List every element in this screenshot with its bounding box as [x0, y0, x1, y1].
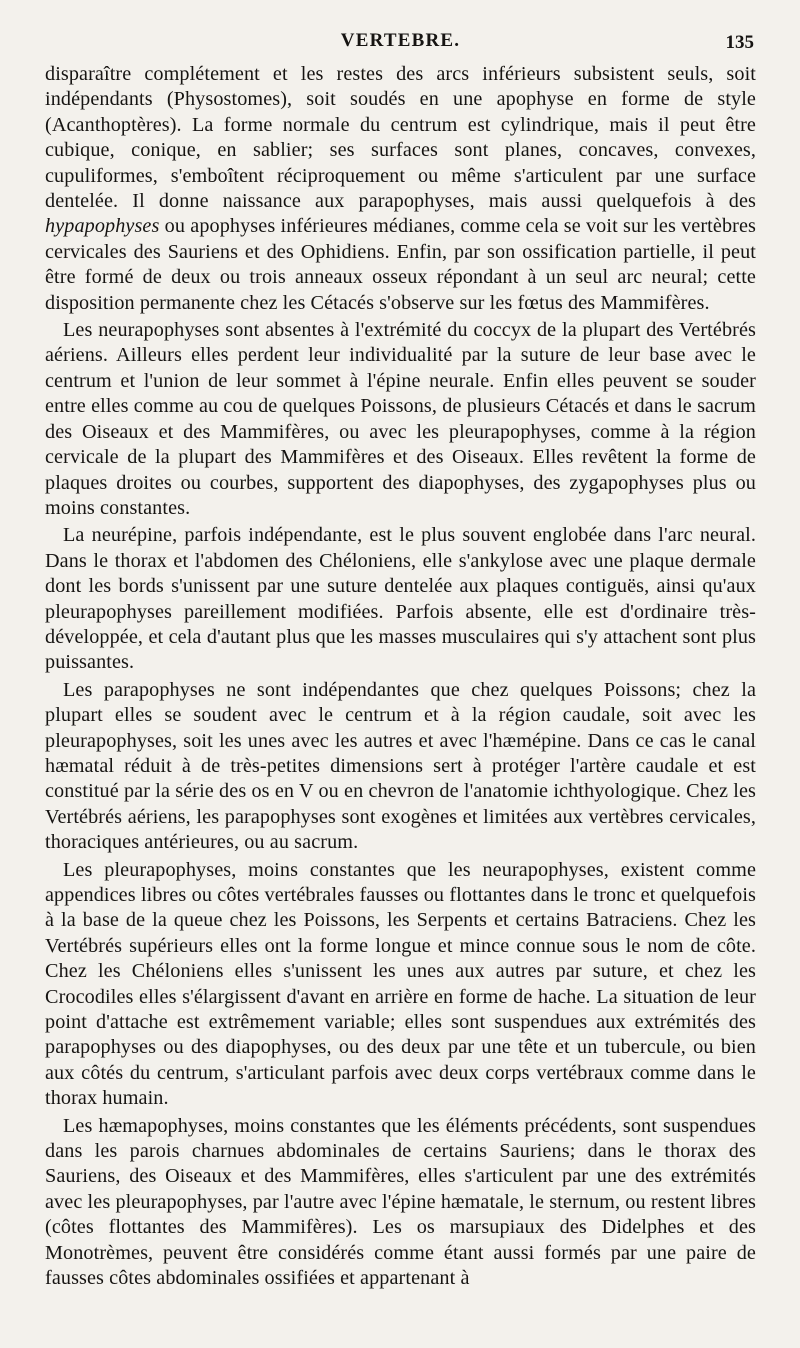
paragraph-1: [45, 62, 756, 316]
paragraph-pleurapophyses: Les pleurapophyses, moins constantes que les neurapophyses, existent comme appendices libres ou côtes vertébrales fausses ou flottantes dans le tronc et quelquefois à la base de la queue chez les Poissons, les Serpents et certains Batraciens. Chez les Vertébrés supérieurs elles ont la forme longue et mince connue sous le nom de côte. Chez les Chéloniens elles s'unissent les unes aux autres par suture, et chez les Crocodiles elles s'élargissent d'avant en arrière en forme de hache. La situation de leur point d'attache est extrêmement variable; elles sont suspendues aux extrémités des parapophyses ou des diapophyses, ou des deux par une tête et un tubercule, ou bien aux côtés du centrum, s'articulant parfois avec deux corps vertébraux comme dans le thorax humain.: [45, 858, 756, 1110]
paragraph-1-text-b: ou apophyses inférieures médianes, comme cela se voit sur les vertèbres cervicales des Sauriens et des Ophidiens. Enfin, par son ossification partielle, il peut être formé de deux ou trois anneaux osseux répondant à un seul arc neural; cette disposition permanente chez les Cétacés s'observe sur les fœtus des Mammifères.: [45, 215, 756, 314]
page-number: 135: [725, 32, 754, 53]
hypapophyses-term: hypapophyses: [45, 215, 160, 238]
paragraph-neurepine: La neurépine, parfois indépendante, est le plus souvent englobée dans l'arc neural. Dans le thorax et l'abdomen des Chéloniens, elle s'ankylose avec une plaque dermale dont les bords s'unissent par une suture dentelée aux plaques contiguës, ainsi qu'aux pleurapophyses pareillement modifiées. Parfois absente, elle est d'ordinaire très-développée, et cela d'autant plus que les masses musculaires qui s'y attachent sont plus puissantes.: [45, 524, 756, 674]
paragraph-neurapophyses: Les neurapophyses sont absentes à l'extrémité du coccyx de la plupart des Vertébrés aériens. Ailleurs elles perdent leur individualité par la suture de leur base avec le centrum et l'union de leur sommet à l'épine neurale. Enfin elles peuvent se souder entre elles comme au cou de quelques Poissons, de plusieurs Cétacés et dans le sacrum des Oiseaux et des Mammifères, ou avec les pleurapophyses, comme à la région cervicale de la plupart des Mammifères et des Oiseaux. Elles revêtent la forme de plaques droites ou courbes, supportent des diapophyses, des zygapophyses plus ou moins constantes.: [45, 319, 756, 519]
paragraph-parapophyses: Les parapophyses ne sont indépendantes que chez quelques Poissons; chez la plupart elles se soudent avec le centrum et à la région caudale, soit avec les pleurapophyses, soit les unes avec les autres et avec l'hæmépine. Dans ce cas le canal hæmatal réduit à de très-petites dimensions sert à protéger l'artère caudale et est constitué par la série des os en V ou en chevron de l'anatomie ichthyologique. Chez les Vertébrés aériens, les parapophyses sont exogènes et limitées aux vertèbres cervicales, thoraciques antérieures, ou au sacrum.: [45, 678, 756, 854]
paragraph-1-text-a: disparaître complétement et les restes des arcs inférieurs subsistent seuls, soit indépendants (Physostomes), soit soudés en une apophyse en forme de style (Acanthoptères). La forme normale du centrum est cylindrique, mais il peut être cubique, conique, en sablier; ses surfaces sont planes, concaves, convexes, cupuliformes, s'emboîtent réciproquement ou même s'articulent par une surface dentelée. Il donne naissance aux parapophyses, mais aussi quelquefois à des: [45, 63, 756, 213]
paragraph-haemapophyses: Les hæmapophyses, moins constantes que les éléments précédents, sont suspendues dans les parois charnues abdominales de certains Sauriens; dans le thorax des Sauriens, des Oiseaux et des Mammifères, elles s'articulent par une des extrémités avec les pleurapophyses, par l'autre avec l'épine hæmatale, le sternum, ou restent libres (côtes flottantes des Mammifères). Les os marsupiaux des Didelphes et des Monotrèmes, peuvent être considérés comme étant aussi formés par une paire de fausses côtes abdominales ossifiées et appartenant à: [45, 1114, 756, 1290]
running-header: [45, 26, 756, 56]
running-title: VERTEBRE.: [340, 30, 461, 51]
